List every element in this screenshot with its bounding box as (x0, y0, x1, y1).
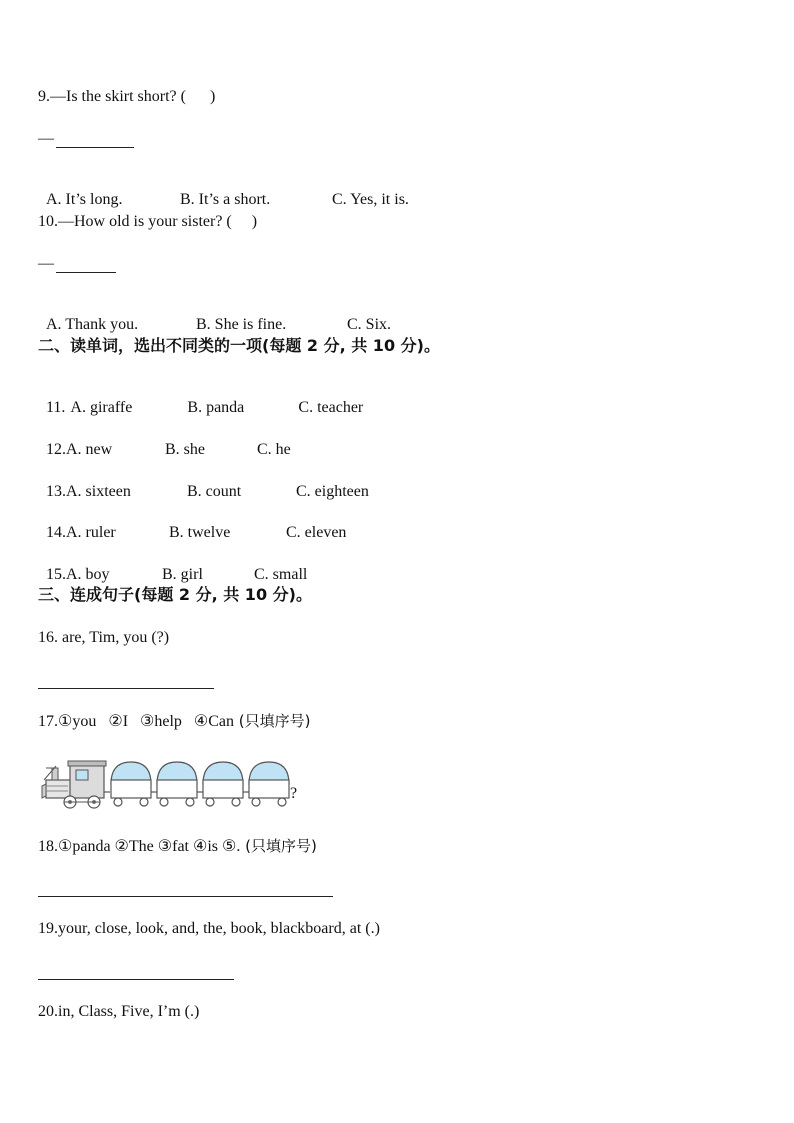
q16-stem: 16. are, Tim, you (?) (38, 629, 170, 646)
train-engine-icon (42, 761, 110, 808)
q12-option-c: C. he (257, 441, 291, 458)
q15-row (38, 545, 307, 585)
q14-option-c: C. eleven (286, 524, 347, 541)
q17-hint: (只填序号) (234, 712, 311, 730)
q13-number: 13. (46, 483, 66, 500)
q18-hint: (只填序号) (240, 837, 317, 855)
q11-option-c: C. teacher (298, 399, 364, 416)
q14-option-a: A. ruler (66, 524, 116, 541)
q18-answer-blank[interactable] (38, 896, 333, 897)
q9-stem: 9.—Is the skirt short? ( ) (38, 88, 216, 105)
q15-number: 15. (46, 566, 66, 583)
q9-answer-dash: — (38, 130, 54, 147)
q11-number: 11. (46, 399, 66, 416)
section2-title: 二、读单词，选出不同类的一项(每题 2 分, 共 10 分)。 (38, 336, 440, 355)
q17-words: 17.①you ②I ③help ④Can (38, 713, 235, 730)
q17-stem (38, 711, 311, 732)
q10-option-b: B. She is fine. (196, 316, 287, 333)
q20-stem: 20.in, Class, Five, I’m (.) (38, 1003, 200, 1020)
q15-option-b: B. girl (162, 566, 203, 583)
q12-option-a: A. new (66, 441, 113, 458)
q15-option-c: C. small (254, 566, 308, 583)
q11-option-a: A. giraffe (70, 399, 133, 416)
q9-answer-blank[interactable] (56, 147, 134, 148)
q10-option-c: C. Six. (347, 316, 392, 333)
q10-answer-blank[interactable] (56, 272, 116, 273)
q9-option-a: A. It’s long. (46, 191, 123, 208)
q18-words: 18.①panda ②The ③fat ④is ⑤. (38, 838, 241, 855)
train-carriage-1 (111, 762, 157, 806)
q14-row (38, 503, 346, 543)
q10-options (38, 295, 391, 335)
q9-option-b: B. It’s a short. (180, 191, 271, 208)
q19-stem: 19.your, close, look, and, the, book, blackboard, at (.) (38, 920, 380, 937)
train-carriage-3 (203, 762, 249, 806)
q19-answer-blank[interactable] (38, 979, 234, 980)
q11-option-b: B. panda (187, 399, 245, 416)
q9-option-c: C. Yes, it is. (332, 191, 409, 208)
q12-row (38, 420, 291, 460)
q16-answer-blank[interactable] (38, 688, 214, 689)
q17-end-mark: ? (290, 785, 298, 802)
section3-title: 三、连成句子(每题 2 分, 共 10 分)。 (38, 585, 312, 604)
q15-option-a: A. boy (66, 566, 110, 583)
q18-stem (38, 836, 317, 857)
train-illustration (38, 756, 308, 812)
q12-option-b: B. she (165, 441, 205, 458)
q12-number: 12. (46, 441, 66, 458)
q13-option-b: B. count (187, 483, 242, 500)
q10-option-a: A. Thank you. (46, 316, 139, 333)
train-carriage-2 (157, 762, 203, 806)
q10-stem: 10.—How old is your sister? ( ) (38, 213, 258, 230)
q13-option-c: C. eighteen (296, 483, 369, 500)
q10-answer-dash: — (38, 255, 54, 272)
q13-option-a: A. sixteen (66, 483, 131, 500)
q14-number: 14. (46, 524, 66, 541)
train-carriage-4 (249, 762, 289, 806)
q9-options (38, 170, 409, 210)
q14-option-b: B. twelve (169, 524, 231, 541)
q13-row (38, 462, 369, 502)
q11-row (38, 378, 363, 418)
